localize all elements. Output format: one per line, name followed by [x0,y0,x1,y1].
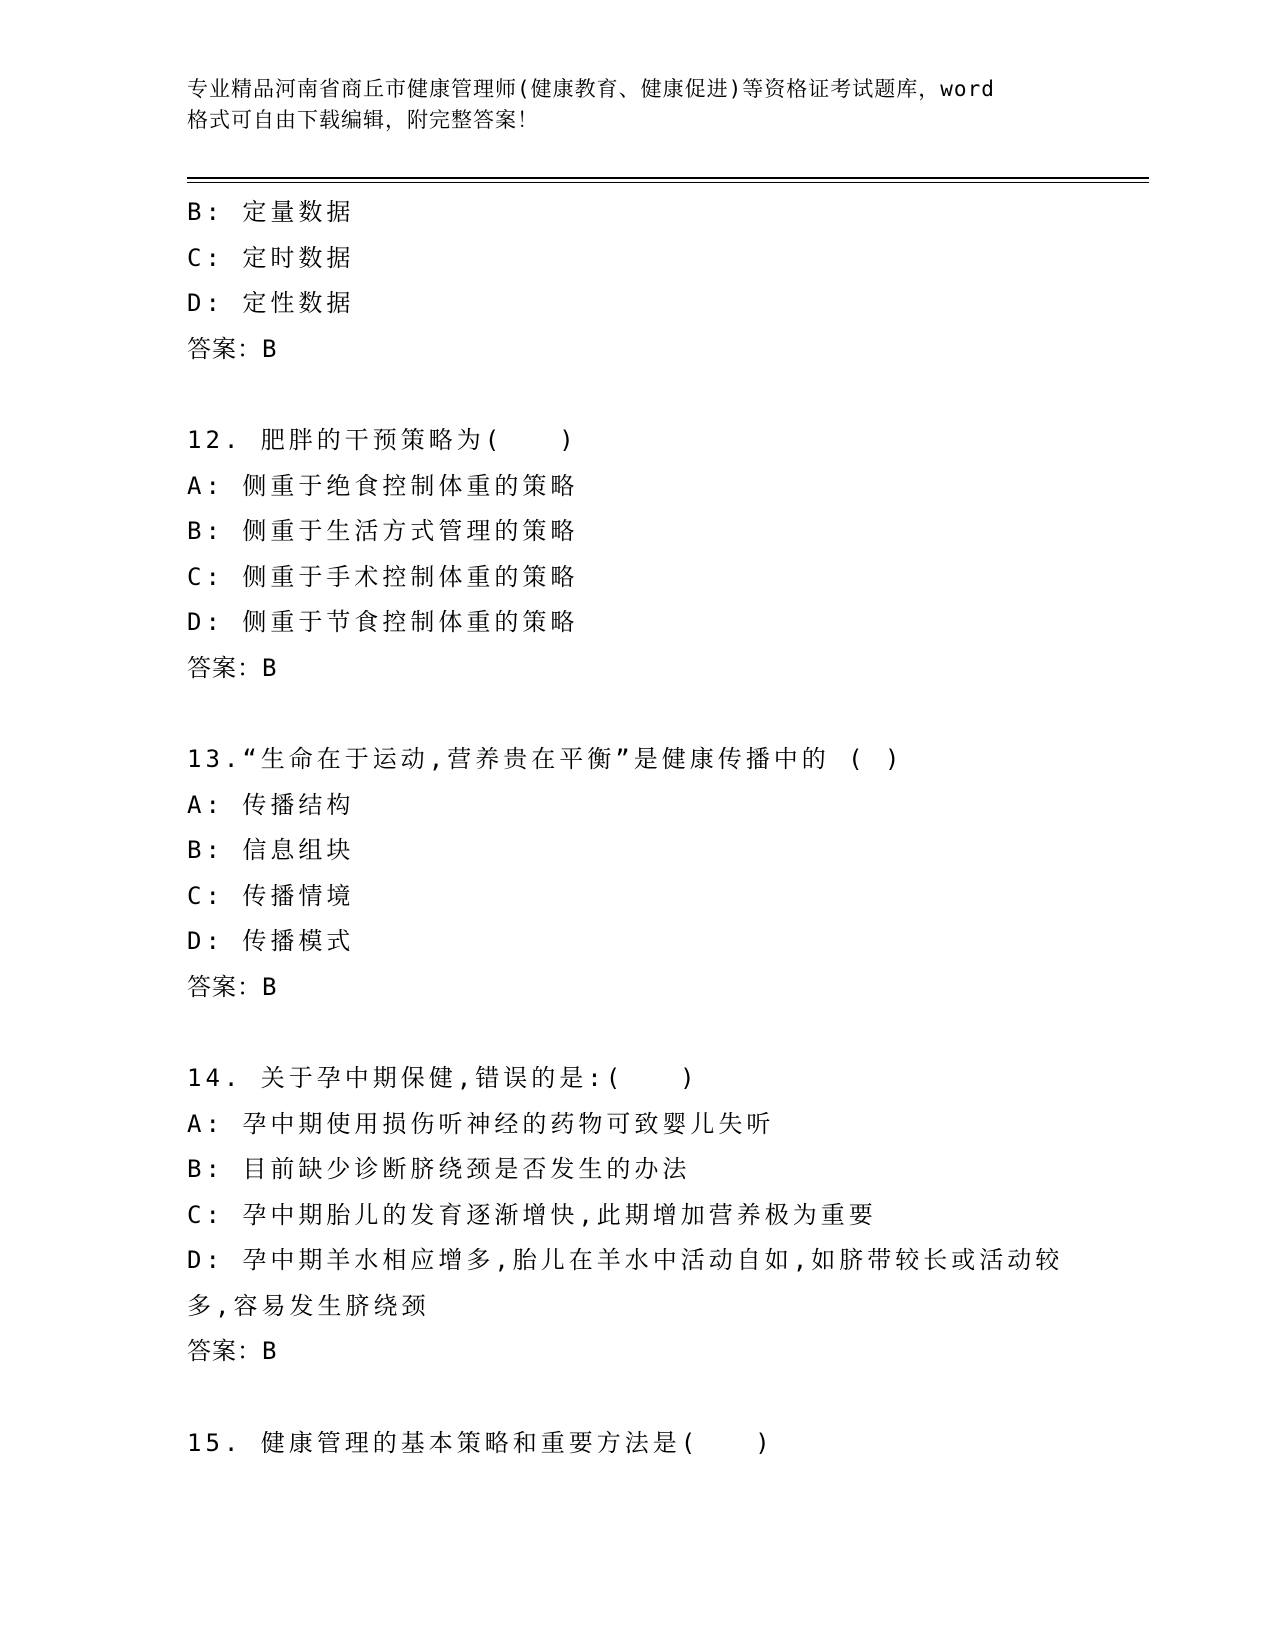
option-b: B: 定量数据 [187,198,355,226]
header-line-2: 格式可自由下载编辑，附完整答案！ [187,108,539,132]
option-a: A: 孕中期使用损伤听神经的药物可致婴儿失听 [187,1109,775,1138]
option-c: C: 定时数据 [187,243,355,272]
option-c: C: 侧重于手术控制体重的策略 [187,562,579,591]
question-12 [187,418,1087,691]
question-stem: 12. 肥胖的干预策略为( ) [187,426,578,454]
answer: 答案：B [187,334,278,363]
header-divider-thin [187,182,1149,183]
header-divider-thick [187,177,1149,179]
option-a: A: 传播结构 [187,790,355,819]
question-stem: 13.“生命在于运动,营养贵在平衡”是健康传播中的 ( ) [187,745,904,773]
option-b: B: 侧重于生活方式管理的策略 [187,517,579,545]
question-13 [187,737,1087,1010]
option-b: B: 目前缺少诊断脐绕颈是否发生的办法 [187,1155,691,1183]
option-d: D: 侧重于节食控制体重的策略 [187,608,579,636]
option-c: C: 孕中期胎儿的发育逐渐增快,此期增加营养极为重要 [187,1200,877,1229]
answer: 答案：B [187,972,278,1001]
answer: 答案：B [187,653,278,682]
option-b: B: 信息组块 [187,836,355,864]
page-header [187,74,1087,136]
option-d-line-2: 多,容易发生脐绕颈 [187,1291,430,1320]
option-d-line-1: D: 孕中期羊水相应增多,胎儿在羊水中活动自如,如脐带较长或活动较 [187,1246,1064,1274]
question-list [187,190,1087,1466]
option-d: D: 传播模式 [187,927,355,955]
option-a: A: 侧重于绝食控制体重的策略 [187,471,579,500]
question-11-tail [187,190,1087,372]
option-c: C: 传播情境 [187,881,355,910]
question-14 [187,1056,1087,1375]
header-line-1: 专业精品河南省商丘市健康管理师(健康教育、健康促进)等资格证考试题库，word [187,77,995,101]
question-15 [187,1421,1087,1467]
question-stem: 15. 健康管理的基本策略和重要方法是( ) [187,1428,774,1457]
option-d: D: 定性数据 [187,289,355,317]
answer: 答案：B [187,1337,278,1365]
question-stem: 14. 关于孕中期保健,错误的是:( ) [187,1064,699,1092]
